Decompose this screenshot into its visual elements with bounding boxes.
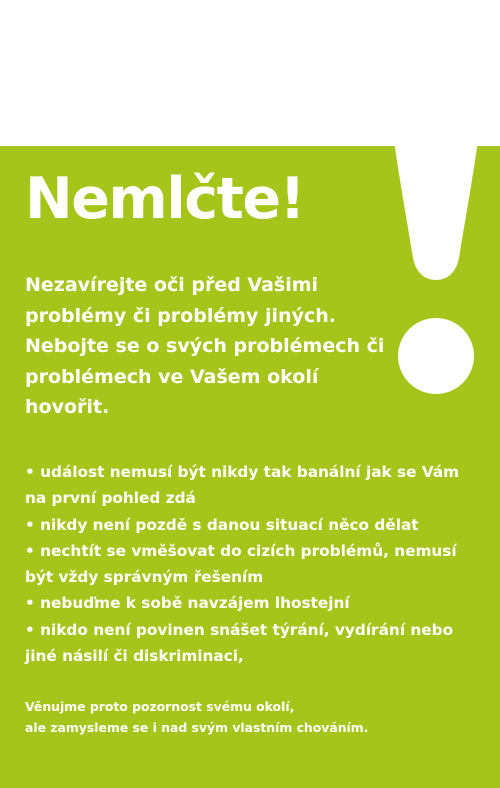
exclamation-dot [398, 318, 474, 394]
bullet-list [25, 459, 485, 669]
exclamation-bar [387, 18, 485, 280]
bullet-item: • nikdo není povinen snášet týrání, vydírání nebo jiné násilí či diskriminaci, [25, 620, 454, 666]
bullet-item: • nechtít se vměšovat do cizích problémů, nemusí být vždy správným řešením [25, 541, 457, 587]
bullet-item: • nebuďme k sobě navzájem lhostejní [25, 594, 350, 613]
closing-line: ale zamysleme se i nad svým vlastním chováním. [25, 720, 369, 735]
closing-line: Věnujme proto pozornost svému okolí, [25, 699, 295, 714]
poster-title: Nemlčte! [25, 166, 304, 232]
bullet-item: • událost nemusí být nikdy tak banální jak se Vám na první pohled zdá [25, 463, 460, 508]
exclamation-mark-icon [387, 18, 485, 280]
bullet-item: • nikdy není pozdě s danou situací něco dělat [25, 515, 419, 534]
lead-paragraph: Nezavírejte oči před Vašimi problémy či problémy jiných. Nebojte se o svých problémech či problémech ve Vašem okolí hovořit. [25, 274, 385, 418]
closing-message [25, 696, 485, 738]
